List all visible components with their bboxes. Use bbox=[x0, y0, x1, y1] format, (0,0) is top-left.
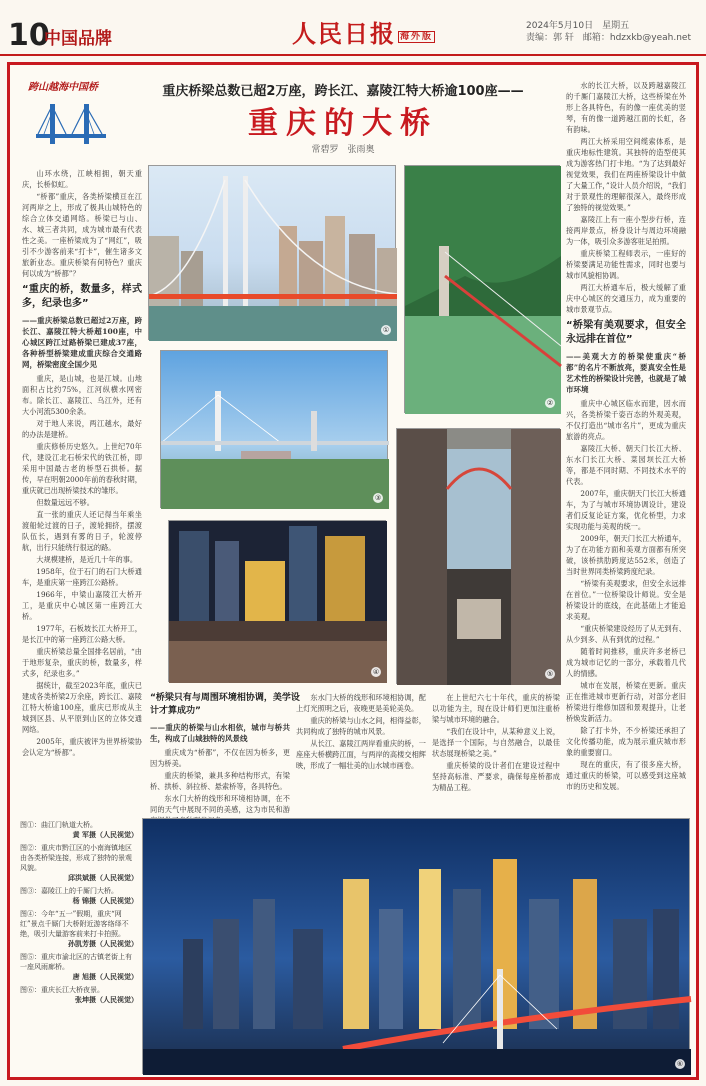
photo-6-illustration bbox=[143, 819, 691, 1075]
paragraph: 在上世纪六七十年代，重庆的桥梁以功能为主，现在设计师们更加注重桥梁与城市环境的融合。 bbox=[432, 693, 560, 724]
photo-1-illustration bbox=[149, 166, 397, 341]
paragraph: 重庆桥梁工程师表示，一座好的桥梁要满足功能性需求，同时也要与城市风貌相协调。 bbox=[566, 249, 686, 280]
masthead bbox=[0, 0, 706, 56]
caption-5: 图⑤：重庆市渝北区的古镇老街上有一座风雨廊桥。 唐 旭摄（人民视觉） bbox=[20, 953, 138, 981]
caption-3: 图③：嘉陵江上的千厮门大桥。 杨 锦摄（人民视觉） bbox=[20, 887, 138, 905]
photo-3 bbox=[160, 350, 388, 508]
masthead-meta bbox=[526, 20, 696, 44]
paragraph: 除了打卡外，不少桥梁还承担了文化传播功能，成为展示重庆城市形象的重要窗口。 bbox=[566, 726, 686, 757]
subheading-lead-2: ——美观大方的桥梁使重庆“桥都”的名片不断放亮，要真安全性是艺术性的桥梁设计完善，也就是了城市环境 bbox=[566, 352, 686, 394]
paragraph: 重庆桥梁的设计者们在建设过程中坚持高标准、严要求，确保每座桥都成为精品工程。 bbox=[432, 761, 560, 792]
photo-5 bbox=[396, 428, 560, 684]
photo-2-illustration bbox=[405, 166, 561, 414]
photo-1 bbox=[148, 165, 396, 340]
paragraph: 东水门大桥的线形和环境相协调，配上灯光照明之后，夜晚更是美轮美奂。 bbox=[296, 693, 426, 713]
paragraph: 重庆成为“桥都”，不仅在因为桥多，更因为桥美。 bbox=[150, 748, 290, 768]
paragraph: 东水门大桥的线形和环境相协调，在不同的天气中展现不同的美感，这为市民和游 bbox=[150, 794, 290, 814]
photo-number: ① bbox=[382, 326, 390, 334]
paragraph: 山环水绕，江峡相拥，朝天重庆，长桥似虹。 bbox=[22, 169, 142, 189]
paragraph: 2009年，朝天门长江大桥通车，为了在功能方面和美观方面都有所突破，该桥拱肋跨度达552米，创造了当时世界同类桥梁跨度纪录。 bbox=[566, 534, 686, 576]
page-number: 10 bbox=[8, 18, 50, 53]
photo-number: ④ bbox=[372, 668, 380, 676]
paragraph: 据统计，截至2023年底，重庆已建成各类桥梁2万余座，跨长江、嘉陵江特大桥逾100座，重庆已形成从主城到区县、从平原到山区的立体交通网络。 bbox=[22, 681, 142, 734]
caption-6: 图⑥：重庆长江大桥夜景。 张坤摄（人民视觉） bbox=[20, 986, 138, 1004]
subheading-1: “重庆的桥，数量多，样式多，纪录也多” bbox=[22, 284, 142, 309]
paragraph: “桥梁有美观要求，但安全永远排在首位。”一位桥梁设计师说。安全是桥梁设计的底线，在此基础上才能追求美观。 bbox=[566, 579, 686, 621]
paragraph: 重庆的桥梁与山水之间，相得益彰，共同构成了独特的城市风景。 bbox=[296, 716, 426, 736]
paragraph: 重庆的桥梁，兼具多种结构形式，有梁桥、拱桥、斜拉桥、悬索桥等，各具特色。 bbox=[150, 771, 290, 791]
paragraph: 1977年，石板坡长江大桥开工，是长江中的第一座跨江公路大桥。 bbox=[22, 624, 142, 644]
paper-logo bbox=[292, 14, 435, 49]
column-3 bbox=[150, 722, 290, 814]
photo-number: ⑤ bbox=[546, 670, 554, 678]
article-kicker: 重庆桥梁总数已超2万座，跨长江、嘉陵江特大桥逾100座—— bbox=[162, 84, 524, 99]
paragraph: 随着时间推移，重庆许多老桥已成为城市记忆的一部分，承载着几代人的情感。 bbox=[566, 647, 686, 678]
paragraph: 重庆中心城区临水而建，因水而兴，各类桥梁千姿百态的外观美观，不仅打造出“城市名片”，更成为重庆旅游的亮点。 bbox=[566, 399, 686, 441]
subheading-2: “桥梁有美观要求，但安全永远排在首位” bbox=[566, 320, 686, 345]
article-byline: 常碧罗 张雨奥 bbox=[311, 145, 375, 155]
paragraph: 2005年，重庆被评为世界桥梁协会认定为“桥都”。 bbox=[22, 737, 142, 757]
paragraph: 嘉陵江上有一座小型步行桥，连接两岸景点，桥身设计与周边环境融为一体，吸引众多游客驻足拍照。 bbox=[566, 215, 686, 246]
photo-4 bbox=[168, 520, 386, 682]
column-1 bbox=[22, 168, 142, 808]
edition-label: 海外版 bbox=[400, 32, 434, 42]
photo-2 bbox=[404, 165, 560, 413]
paragraph: 嘉陵江大桥、朝天门长江大桥、东水门长江大桥、菜园坝长江大桥等，都是不同时期、不同技术水平的代表。 bbox=[566, 444, 686, 486]
paragraph: “我们在设计中，从某种意义上说，是选择一个国际，与自然融合，以最佳状态展现桥梁之美。” bbox=[432, 727, 560, 758]
paragraph: 重庆修桥历史悠久。上世纪70年代，建设江北石桥宋代的铁江桥，即采用中国最古老的桥型石拱桥。据传，早在明朝2000年前的春秋时期，重庆就已出现桥梁技术的雏形。 bbox=[22, 442, 142, 495]
paragraph: 现在的重庆，有了很多座大桥，通过重庆的桥梁，可以感受到这座城市的历史和发展。 bbox=[566, 760, 686, 791]
subheading-lead-3: ——重庆的桥梁与山水相依，城市与桥共生，构成了山城独特的风景线 bbox=[150, 723, 290, 743]
paragraph: 从长江、嘉陵江两岸看重庆的桥，一座座大桥横跨江面，与两岸的高楼交相辉映，形成了一幅壮美的山水城市画卷。 bbox=[296, 739, 426, 770]
subheading-3: “桥梁只有与周围环境相协调，美学设计才算成功” bbox=[150, 693, 300, 716]
paragraph: “重庆桥梁建设经历了从无到有、从少到多、从有到优的过程。” bbox=[566, 624, 686, 644]
subheading-lead-1: ——重庆桥梁总数已超过2万座，跨长江、嘉陵江特大桥超100座，中心城区跨江过路桥梁已建成37座，各种桥型桥梁建成重庆综合交通路网，桥梁密度全国少见 bbox=[22, 316, 142, 369]
paragraph: 1958年，位于石门的石门大桥通车，是重庆第一座跨江公路桥。 bbox=[22, 567, 142, 587]
photo-number: ② bbox=[546, 399, 554, 407]
photo-5-illustration bbox=[397, 429, 561, 685]
photo-number: ③ bbox=[374, 494, 382, 502]
column-5 bbox=[432, 692, 560, 814]
paragraph: 两江大桥通车后，极大缓解了重庆中心城区的交通压力，成为重要的城市景观节点。 bbox=[566, 283, 686, 314]
bridge-logo-icon bbox=[36, 100, 106, 150]
section-name: 中国品牌 bbox=[44, 29, 112, 49]
paragraph: 但数量远远不够。 bbox=[36, 498, 94, 507]
series-tag: 跨山越海中国桥 bbox=[28, 82, 98, 93]
caption-4: 图④：今年“五一”假期，重庆“网红”景点千厮门大桥附近游客络绎不绝，吸引大量游客前来打卡拍照。 孙凯芳摄（人民视觉） bbox=[20, 910, 138, 948]
paper-name: 人民日报 bbox=[292, 19, 396, 48]
paragraph: 1966年，中梁山嘉陵江大桥开工，是重庆中心城区第一座跨江大桥。 bbox=[22, 590, 142, 621]
paragraph: 大规模建桥，是近几十年的事。 bbox=[36, 555, 138, 564]
paragraph: 对于地人来说，两江越水，最好的办法是建桥。 bbox=[22, 419, 142, 439]
photo-4-illustration bbox=[169, 521, 387, 683]
photo-number: ⑥ bbox=[676, 1060, 684, 1068]
caption-1: 图①：曲江门轨道大桥。 黄 军摄（人民视觉） bbox=[20, 821, 138, 839]
masthead-rule bbox=[0, 54, 706, 56]
paragraph: “桥都”重庆，各类桥梁横亘在江河两岸之上，形成了极具山城特色的综合立体交通网络。桥梁已与山、水、城三者共同，成为城市最有代表性之美。一座桥梁成为了“网红”，吸引不少游客前来“打卡”，催生诸多文旅新业态。重庆桥梁有何特色？重庆何以成为“桥都”？ bbox=[22, 192, 142, 278]
issue-date: 2024年5月10日 星期五 bbox=[526, 21, 630, 31]
caption-2: 图②：重庆市黔江区的小南海镇地区由各类桥梁连接，形成了独特的景观风貌。 邱洪斌摄（人民视觉） bbox=[20, 844, 138, 882]
article-title: 重庆的大桥 bbox=[248, 106, 438, 141]
photo-captions bbox=[20, 820, 138, 1070]
paragraph: 直一张的重庆人还记得当年乘坐渡船轮过渡的日子，渡轮拥挤，摆渡队伍长，遇到有雾的日子，轮渡停航，出行只能绕行很远的路。 bbox=[22, 510, 142, 552]
photo-3-illustration bbox=[161, 351, 389, 509]
column-right bbox=[566, 80, 686, 820]
photo-6 bbox=[142, 818, 690, 1074]
paragraph: 两江大桥采用空间缆索体系，是重庆地标性建筑。其独特的造型使其成为游客热门打卡地。“为了达到最好视觉效果，我们在两座桥梁设计中做了大量工作，”设计人员介绍说，“我们对于景观性的理解很深入，最终形成了独特的视觉效果。” bbox=[566, 137, 686, 212]
paragraph: 重庆，是山城，也是江城。山地面积占比约75%，江河纵横水网密布。除长江、嘉陵江、乌江外，还有大小河流5300余条。 bbox=[22, 374, 142, 416]
paragraph: 重庆桥梁总量全国排名居前，“由于地形复杂，重庆的桥，数量多，样式多，纪录也多。” bbox=[22, 647, 142, 678]
column-4 bbox=[296, 692, 426, 814]
editor-info: 责编：郭 轩 邮箱：hdzxkb@yeah.net bbox=[526, 33, 691, 43]
paragraph: 2007年，重庆朝天门长江大桥通车，为了与城市环境协调设计，建设者们反复论证方案，优化桥型，力求实现功能与美观的统一。 bbox=[566, 489, 686, 531]
paragraph: 水的长江大桥，以及跨越嘉陵江的千厮门嘉陵江大桥，这些桥梁在外形上各具特色，有的像一座优美的竖琴，有的像一道跨越江面的长虹，各有韵味。 bbox=[566, 81, 686, 134]
paragraph: 城市在发展，桥梁在更新。重庆正在推进城市更新行动，对部分老旧桥梁进行维修加固和景观提升，让老桥焕发新活力。 bbox=[566, 681, 686, 723]
